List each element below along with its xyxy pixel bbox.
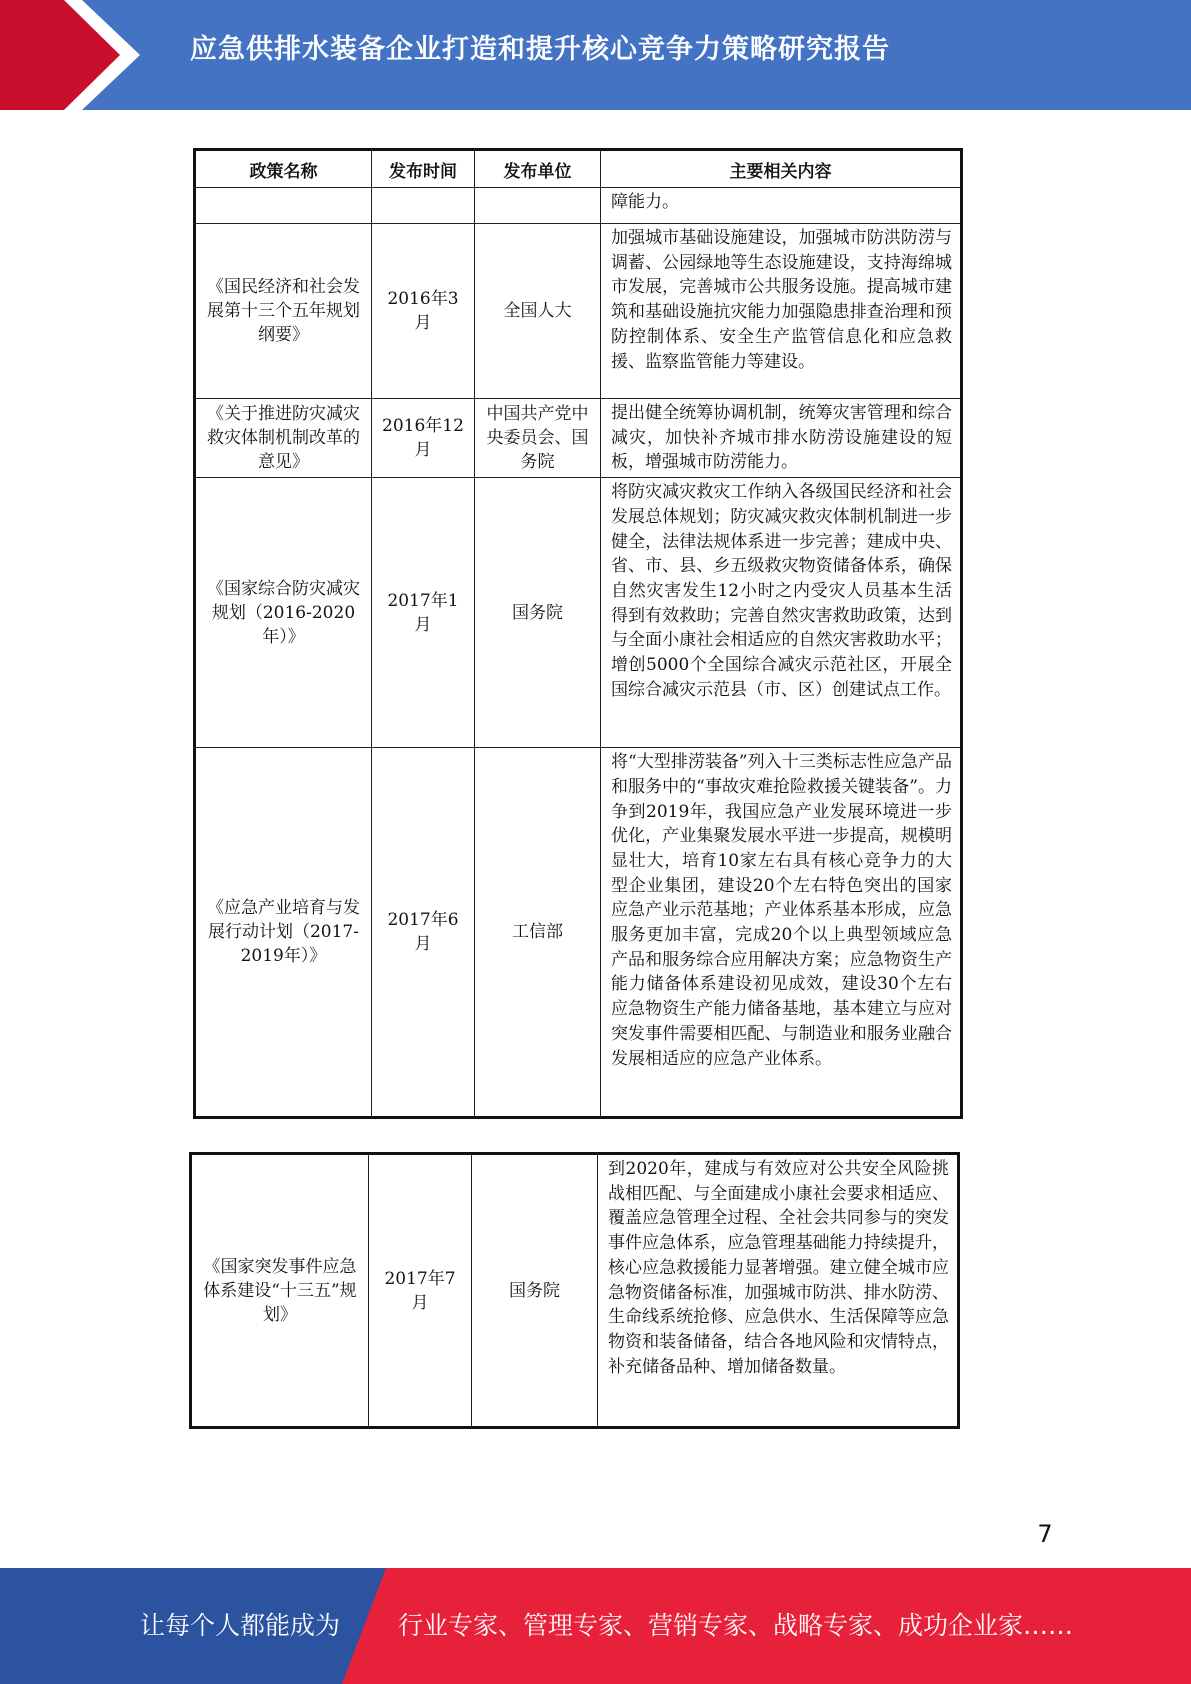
table-header-row [195,150,962,188]
issuer-cell: 国务院 [472,1154,598,1428]
release-date-cell: 2017年7月 [369,1154,472,1428]
issuer-cell: 全国人大 [475,224,601,399]
content-cell: 到2020年，建成与有效应对公共安全风险挑战相匹配、与全面建成小康社会要求相适应、覆盖应急管理全过程、全社会共同参与的突发事件应急体系，应急管理基础能力持续提升，核心应急救援能力显著增强。建立健全城市应急物资储备标准，加强城市防洪、排水防涝、生命线系统抢修、应急供水、生活保障等应急物资和装备储备，结合各地风险和灾情特点，补充储备品种、增加储备数量。 [598,1154,959,1428]
header-main-content: 主要相关内容 [601,150,962,188]
table-row [195,748,962,1118]
table-row [195,224,962,399]
content-cell: 将“大型排涝装备”列入十三类标志性应急产品和服务中的“事故灾难抢险救援关键装备”。力争到2019年，我国应急产业发展环境进一步优化，产业集聚发展水平进一步提高，规模明显壮大，培育10家左右具有核心竞争力的大型企业集团，建设20个左右特色突出的国家应急产业示范基地；产业体系基本形成，应急服务更加丰富，完成20个以上典型领域应急产品和服务综合应用解决方案；应急物资生产能力储备体系建设初见成效，建设30个左右应急物资生产能力储备基地，基本建立与应对突发事件需要相匹配、与制造业和服务业融合发展相适应的应急产业体系。 [601,748,962,1118]
header-policy-name: 政策名称 [195,150,372,188]
release-date-cell [372,188,475,224]
release-date-cell: 2017年1月 [372,478,475,748]
release-date-cell: 2017年6月 [372,748,475,1118]
content-cell: 加强城市基础设施建设，加强城市防洪防涝与调蓄、公园绿地等生态设施建设，支持海绵城市发展，完善城市公共服务设施。提高城市建筑和基础设施抗灾能力加强隐患排查治理和预防控制体系、安全生产监管信息化和应急救援、监察监管能力等建设。 [601,224,962,399]
policy-table-continued [189,1152,960,1429]
table-row [195,188,962,224]
page-number: 7 [1037,1520,1053,1548]
issuer-cell: 工信部 [475,748,601,1118]
release-date-cell: 2016年3月 [372,224,475,399]
header-issuer: 发布单位 [475,150,601,188]
policy-name-cell: 《应急产业培育与发展行动计划（2017-2019年）》 [195,748,372,1118]
policy-name-cell: 《国家突发事件应急体系建设“十三五”规划》 [191,1154,369,1428]
report-title: 应急供排水装备企业打造和提升核心竞争力策略研究报告 [190,34,890,65]
policy-name-cell: 《关于推进防灾减灾救灾体制机制改革的意见》 [195,399,372,478]
content-cell: 提出健全统筹协调机制，统筹灾害管理和综合减灾，加快补齐城市排水防涝设施建设的短板，增强城市防涝能力。 [601,399,962,478]
policy-name-cell: 《国家综合防灾减灾规划（2016-2020年）》 [195,478,372,748]
content-cell: 障能力。 [601,188,962,224]
table-row [195,399,962,478]
header-banner [0,0,1191,110]
table-row [191,1154,959,1428]
issuer-cell: 中国共产党中央委员会、国务院 [475,399,601,478]
policy-name-cell: 《国民经济和社会发展第十三个五年规划纲要》 [195,224,372,399]
policy-table [193,148,963,1119]
release-date-cell: 2016年12月 [372,399,475,478]
header-arrow-decoration [0,0,140,110]
footer-slogan-right: 行业专家、管理专家、营销专家、战略专家、成功企业家…… [398,1611,1074,1640]
header-release-date: 发布时间 [372,150,475,188]
content-cell: 将防灾减灾救灾工作纳入各级国民经济和社会发展总体规划；防灾减灾救灾体制机制进一步健全，法律法规体系进一步完善；建成中央、省、市、县、乡五级救灾物资储备体系，确保自然灾害发生12小时之内受灾人员基本生活得到有效救助；完善自然灾害救助政策，达到与全面小康社会相适应的自然灾害救助水平；增创5000个全国综合减灾示范社区，开展全国综合减灾示范县（市、区）创建试点工作。 [601,478,962,748]
issuer-cell [475,188,601,224]
policy-name-cell [195,188,372,224]
footer-slogan-left: 让每个人都能成为 [140,1611,341,1640]
issuer-cell: 国务院 [475,478,601,748]
table-row [195,478,962,748]
footer-banner [0,1568,1191,1684]
